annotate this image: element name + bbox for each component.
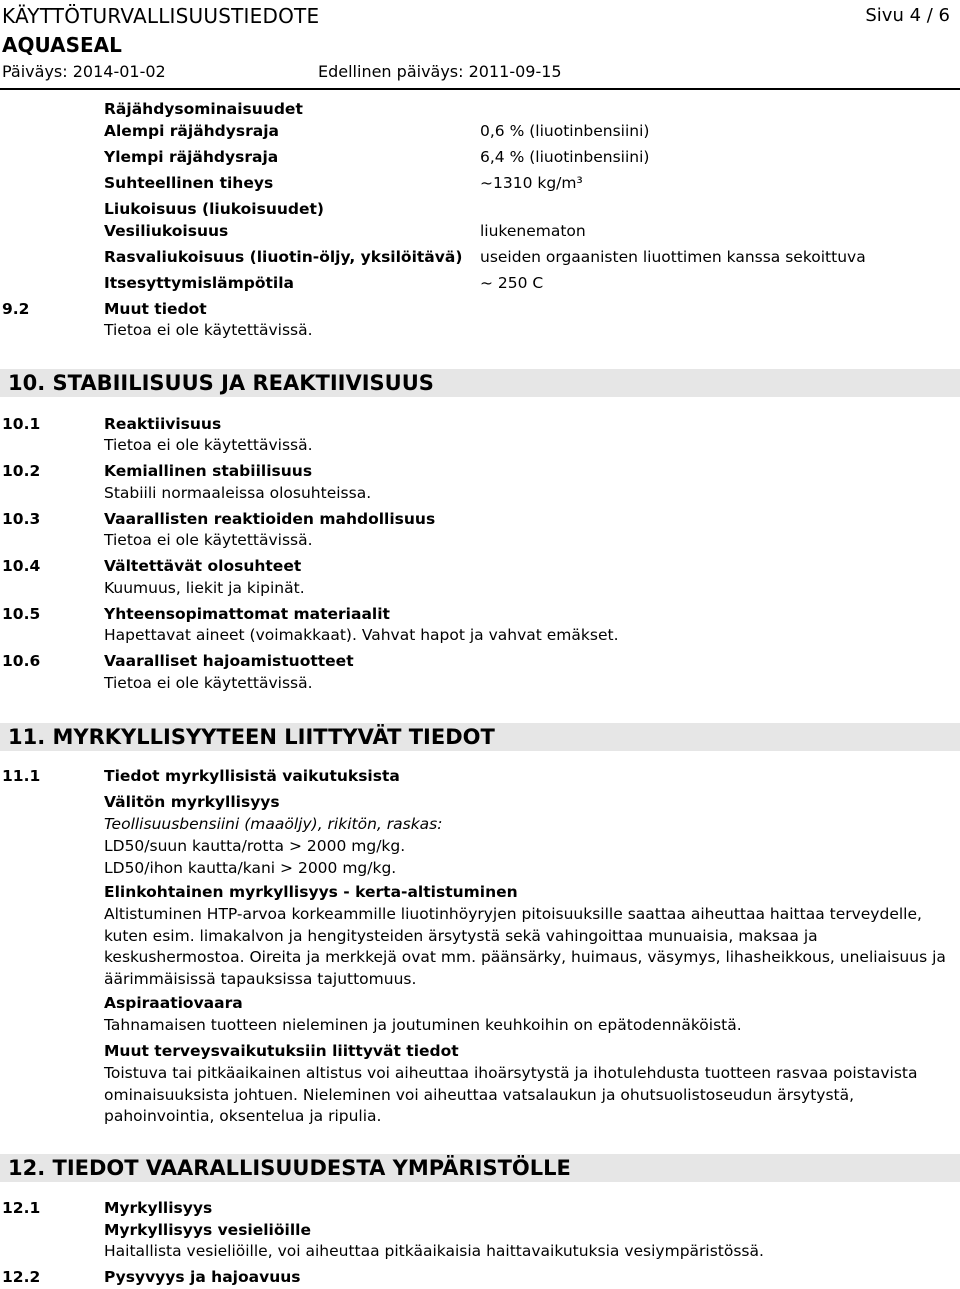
stot-single-heading: Elinkohtainen myrkyllisyys - kerta-altistuminen [104,883,518,901]
autoignition-value: ~ 250 C [480,274,544,292]
section-10-3-text: Tietoa ei ole käytettävissä. [104,531,313,549]
relative-density-value: ~1310 kg/m³ [480,174,583,192]
acute-toxicity-oral: LD50/suun kautta/rotta > 2000 mg/kg. [104,837,406,855]
section-11-heading: 11. MYRKYLLISYYTEEN LIITTYVÄT TIEDOT [0,723,960,751]
water-solubility-label: Vesiliukoisuus [104,222,229,240]
acute-toxicity-dermal: LD50/ihon kautta/kani > 2000 mg/kg. [104,859,397,877]
solubility-label: Liukoisuus (liukoisuudet) [104,200,324,218]
acute-toxicity-heading: Välitön myrkyllisyys [104,793,280,811]
section-12-heading: 12. TIEDOT VAARALLISUUDESTA YMPÄRISTÖLLE [0,1154,960,1182]
section-11-1-number: 11.1 [2,767,41,785]
product-name: AQUASEAL [2,33,122,57]
section-10-3-number: 10.3 [2,510,41,528]
section-12-2-title: Pysyvyys ja hajoavuus [104,1268,301,1286]
section-9-2-number: 9.2 [2,300,30,318]
upper-explosive-limit-value: 6,4 % (liuotinbensiini) [480,148,650,166]
section-10-5-text: Hapettavat aineet (voimakkaat). Vahvat hapot ja vahvat emäkset. [104,626,619,644]
section-10-4-number: 10.4 [2,557,41,575]
section-10-6-number: 10.6 [2,652,41,670]
fat-solubility-label: Rasvaliukoisuus (liuotin-öljy, yksilöitävä) [104,248,463,266]
header-divider [0,88,960,90]
aspiration-text: Tahnamaisen tuotteen nieleminen ja joutuminen keuhkoihin on epätodennäköistä. [104,1016,742,1034]
section-10-5-number: 10.5 [2,605,41,623]
autoignition-label: Itsesyttymislämpötila [104,274,295,292]
section-10-6-title: Vaaralliset hajoamistuotteet [104,652,354,670]
section-9-2-title: Muut tiedot [104,300,207,318]
lower-explosive-limit-value: 0,6 % (liuotinbensiini) [480,122,650,140]
other-health-effects-heading: Muut terveysvaikutuksiin liittyvät tiedot [104,1042,459,1060]
section-10-1-text: Tietoa ei ole käytettävissä. [104,436,313,454]
section-10-5-title: Yhteensopimattomat materiaalit [104,605,390,623]
aspiration-heading: Aspiraatiovaara [104,994,243,1012]
lower-explosive-limit-label: Alempi räjähdysraja [104,122,279,140]
section-12-1-number: 12.1 [2,1199,41,1217]
section-9-2-text: Tietoa ei ole käytettävissä. [104,321,313,339]
aquatic-toxicity-heading: Myrkyllisyys vesieliöille [104,1221,311,1239]
acute-toxicity-substance: Teollisuusbensiini (maaöljy), rikitön, raskas: [104,815,443,833]
page-number: Sivu 4 / 6 [865,5,950,26]
upper-explosive-limit-label: Ylempi räjähdysraja [104,148,279,166]
section-11-1-title: Tiedot myrkyllisistä vaikutuksista [104,767,400,785]
previous-date: Edellinen päiväys: 2011-09-15 [318,62,562,81]
section-10-3-title: Vaarallisten reaktioiden mahdollisuus [104,510,436,528]
stot-single-text: Altistuminen HTP-arvoa korkeammille liuotinhöyryjen pitoisuuksille saattaa aiheuttaa haittaa terveydelle, kuten esim. limakalvon ja hengitysteiden ärsytystä sekä vahingoittaa munuaisia, maksaa ja keskushermostoa. Oireita ja merkkejä ovat mm. päänsärky, huimaus, väsymys, lihasheikkous, uneliaisuus ja äärimmäisissä tapauksissa tajuttomuus. [104,905,946,988]
other-health-effects-text: Toistuva tai pitkäaikainen altistus voi aiheuttaa ihoärsytystä ja ihotulehdusta tuotteen rasvaa poistavista ominaisuuksista johtuen. Nieleminen voi aiheuttaa vatsalaukun ja ohutsuolistoseudun ärsytystä, pahoinvointia, oksentelua ja ripulia. [104,1064,918,1125]
section-10-1-number: 10.1 [2,415,41,433]
section-10-4-text: Kuumuus, liekit ja kipinät. [104,579,305,597]
section-10-2-text: Stabiili normaaleissa olosuhteissa. [104,484,372,502]
fat-solubility-value: useiden orgaanisten liuottimen kanssa sekoittuva [480,248,866,266]
relative-density-label: Suhteellinen tiheys [104,174,274,192]
explosive-properties-heading: Räjähdysominaisuudet [104,100,303,118]
section-12-2-number: 12.2 [2,1268,41,1286]
water-solubility-value: liukenematon [480,222,586,240]
section-10-2-number: 10.2 [2,462,41,480]
section-10-6-text: Tietoa ei ole käytettävissä. [104,674,313,692]
date: Päiväys: 2014-01-02 [2,62,166,81]
section-10-2-title: Kemiallinen stabiilisuus [104,462,313,480]
section-10-heading: 10. STABIILISUUS JA REAKTIIVISUUS [0,369,960,397]
document-title: KÄYTTÖTURVALLISUUSTIEDOTE [2,4,320,28]
aquatic-toxicity-text: Haitallista vesieliöille, voi aiheuttaa pitkäaikaisia haittavaikutuksia vesiympäristössä. [104,1242,764,1260]
section-10-4-title: Vältettävät olosuhteet [104,557,302,575]
section-12-1-title: Myrkyllisyys [104,1199,213,1217]
section-10-1-title: Reaktiivisuus [104,415,222,433]
